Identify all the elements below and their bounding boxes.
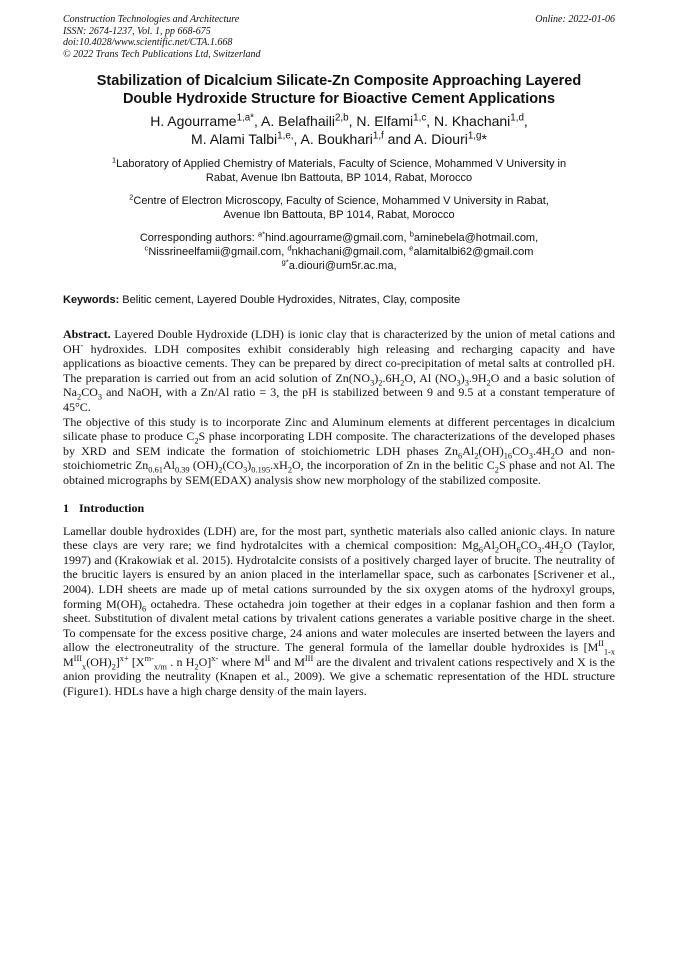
affiliation-1 <box>63 157 615 185</box>
keywords-label: Keywords: <box>63 294 120 306</box>
title-line-2: Double Hydroxide Structure for Bioactive Cement Applications <box>122 91 556 107</box>
body-text: O] <box>198 654 212 669</box>
email-sup: c <box>144 243 149 253</box>
superscript: II <box>264 653 271 663</box>
subscript: 2 <box>218 465 223 475</box>
journal-header <box>63 14 615 60</box>
abstract-text: (OH) <box>478 443 504 458</box>
abstract-text: CO <box>81 385 98 400</box>
abstract-text: (OH) <box>189 458 219 473</box>
author-name: H. Agourrame <box>150 113 237 129</box>
abstract-text: Layered Double Hydroxide (LDH) is ionic clay that is characterized by the union of metal cations and OH <box>63 327 615 356</box>
abstract-paragraph-1 <box>63 327 615 415</box>
body-text: Lamellar double hydroxides (LDH) are, for the most part, synthetic materials also called anionic clays. In nature these clays are very rare; we find hydrotalcites with a chemical composition: Mg <box>63 523 615 553</box>
body-text: .4H <box>541 538 560 553</box>
subscript: 3 <box>97 392 103 402</box>
abstract-text: O, Al (NO <box>404 370 457 385</box>
abstract-text: ) <box>460 370 465 385</box>
body-text: O (Taylor, 1997) and (Krakowiak et al. 2015). Hydrotalcite consists of a positively charged layer of brucite. The neutrality of the brucitic layers is ensured by an anion placed in the interlamellar space, such as carbonates [Scrivener et al., 2004). LDH sheets are made up of metal cations surrounded by the six oxygen atoms of the hydroxyl groups, forming M(OH) <box>63 538 615 611</box>
author-affil-sup: 1,c <box>413 112 427 124</box>
abstract-text: ) <box>247 458 252 473</box>
introduction-paragraph <box>63 524 615 699</box>
email-sup: a* <box>257 229 266 239</box>
corresponding-label: Corresponding authors: <box>139 232 258 244</box>
abstract-text: .9H <box>468 370 487 385</box>
introduction-body <box>63 524 615 699</box>
author-affil-sup: 2,b <box>334 112 349 124</box>
subscript: 2 <box>378 378 383 388</box>
subscript: x/m <box>153 662 167 672</box>
subscript: 0.61 <box>148 465 163 475</box>
subscript: 3 <box>528 451 533 461</box>
issn-line: ISSN: 2674-1237, Vol. 1, pp 668-675 <box>63 25 211 37</box>
body-text: ] <box>115 654 120 669</box>
author-list <box>63 112 615 148</box>
author-separator: , <box>348 113 357 129</box>
email-sup: d <box>287 243 292 253</box>
author-name: M. Alami Talbi <box>191 131 278 147</box>
author-name: N. Elfami <box>356 113 414 129</box>
author-separator: , <box>254 113 262 129</box>
paper-title <box>63 72 615 108</box>
section-title-text: Introduction <box>79 500 145 515</box>
author-name: A. Diouri <box>414 131 468 147</box>
superscript: II <box>598 639 604 649</box>
subscript: 2 <box>287 465 292 475</box>
email-sup: b <box>409 229 414 239</box>
email-sup: e <box>409 243 414 253</box>
author-affil-sup: 1,f <box>372 130 384 142</box>
subscript: 3 <box>243 465 248 475</box>
subscript: 3 <box>456 378 461 388</box>
abstract-text: Al <box>162 458 175 473</box>
email-link[interactable]: nkhachani@gmail.com <box>291 246 404 258</box>
superscript: - <box>80 340 84 350</box>
abstract-text: O, the incorporation of Zn in the belitic C <box>292 458 495 473</box>
author-affil-sup: 1,e, <box>277 130 294 142</box>
body-text: are the divalent and trivalent cations respectively and X is the anion providing the neutrality (Knapen et al., 2009). We give a schematic representation of the HDL structure (Figure1). HDLs have a high charge density of the main layers. <box>63 654 616 699</box>
author-separator: , <box>293 131 301 147</box>
subscript: 2 <box>400 378 405 388</box>
subscript: 2 <box>494 465 499 475</box>
journal-name: Construction Technologies and Architecture <box>63 14 240 25</box>
subscript: 3 <box>370 378 375 388</box>
page <box>63 14 615 699</box>
author-separator: , <box>426 113 435 129</box>
affiliation-text: Avenue Ibn Battouta, BP 1014, Rabat, Morocco <box>223 209 455 221</box>
body-text: where M <box>218 654 265 669</box>
section-number: 1 <box>63 500 69 515</box>
abstract-text: hydroxides. LDH composites exhibit considerably high releasing and recharging capacity and have applications as bioactive cements. They can be prepared by direct co-precipitation of metal salts at controlled pH. The preparation is carried out from an acid solution of Zn(NO <box>63 341 615 385</box>
subscript: 2 <box>494 545 500 555</box>
email-link[interactable]: hind.agourrame@gmail.com <box>265 232 404 244</box>
subscript: 6 <box>516 545 521 555</box>
body-text: octahedra. These octahedra join together at their edges in a coplanar fashion and then form a sheet. Substitution of divalent metal cations by trivalent cations generates a variable positive charge in the sheet. To compensate for the excess positive charge, 24 anions and water molecules are inserted between the layers and allow the electroneutrality of the structure. The general formula of the lamellar double hydroxides is [M <box>63 596 615 655</box>
body-text: [X <box>128 654 145 669</box>
subscript: 2 <box>550 451 555 461</box>
copyright-line: © 2022 Trans Tech Publications Ltd, Switzerland <box>63 48 261 60</box>
subscript: 2 <box>111 662 116 672</box>
section-heading-introduction <box>63 501 615 516</box>
abstract-text: S phase and not Al. The obtained micrographs by SEM(EDAX) analysis show new morphology of the stabilized composite. <box>63 458 615 487</box>
keywords <box>63 293 615 307</box>
affiliation-text: Centre of Electron Microscopy, Faculty of Science, Mohammed V University in Rabat, <box>133 195 549 207</box>
body-text: Al <box>482 538 495 553</box>
subscript: 2 <box>194 662 199 672</box>
superscript: m- <box>144 653 154 663</box>
subscript: 6 <box>458 451 463 461</box>
abstract-text: ) <box>374 370 379 385</box>
author-name: N. Khachani <box>434 113 511 129</box>
affiliation-2 <box>63 194 615 222</box>
author-affil-sup: 1,a* <box>236 112 254 124</box>
author-name: A. Belafhaili <box>261 113 335 129</box>
email-sup: g* <box>281 257 289 267</box>
subscript: 0.39 <box>174 465 190 475</box>
email-link[interactable]: alamitalbi62@gmail.com <box>413 246 534 258</box>
subscript: 2 <box>77 392 82 402</box>
corresponding-star: * <box>481 131 487 147</box>
email-link[interactable]: a.diouri@um5r.ac.ma, <box>288 260 397 272</box>
superscript: x- <box>211 653 219 663</box>
abstract-text: .xH <box>270 458 288 473</box>
subscript: 0.195 <box>251 465 271 475</box>
body-text: . n H <box>166 654 195 669</box>
corresponding-authors: Corresponding authors: $^{a*}$hind.agourrame@gmail.com, $^b$aminebela@hotmail.com, $^c$Nissrineelfamii@gmail.com, $^d$nkhachani@gmail.com, $^e$alamitalbi62@gmail.com $^{g*}$a.diouri@um5r.ac.ma, <box>139 229 539 272</box>
author-affil-sup: 1,d <box>510 112 524 124</box>
subscript: 6 <box>478 545 483 555</box>
affiliation-number: 1 <box>111 155 117 165</box>
superscript: III <box>73 653 83 663</box>
abstract-text: and NaOH, with a Zn/Al ratio = 3, the pH is stabilized between 9 and 9.5 at a constant temperature of 45°C. <box>63 385 615 414</box>
body-text: M <box>63 654 74 669</box>
body-text: OH <box>499 538 517 553</box>
subscript: 2 <box>486 378 491 388</box>
subscript: 2 <box>559 545 564 555</box>
subscript: 1-x <box>603 647 615 657</box>
affiliation-text: Laboratory of Applied Chemistry of Materials, Faculty of Science, Mohammed V University in <box>116 158 567 170</box>
superscript: x+ <box>119 653 129 663</box>
abstract-text: S phase incorporating LDH composite. The characterizations of the developed phases by XRD and SEM indicate the formation of stoichiometric LDH phases Zn <box>63 429 616 458</box>
abstract-label: Abstract. <box>63 327 111 341</box>
abstract-text: The objective of this study is to incorporate Zinc and Aluminum elements at different percentages in dicalcium silicate phase to produce C <box>63 414 615 444</box>
body-text: (OH) <box>86 654 112 669</box>
keywords-text: Belitic cement, Layered Double Hydroxides, Nitrates, Clay, composite <box>119 294 461 306</box>
body-text: CO <box>520 538 538 553</box>
doi-line: doi:10.4028/www.scientific.net/CTA.1.668 <box>63 37 233 48</box>
abstract <box>63 327 615 488</box>
subscript: 16 <box>503 451 513 461</box>
email-link[interactable]: aminebela@hotmail.com <box>413 232 536 244</box>
subscript: x <box>82 662 87 672</box>
subscript: 6 <box>142 603 147 613</box>
abstract-text: O and a basic solution of Na <box>63 370 615 400</box>
author-name: A. Boukhari <box>300 131 373 147</box>
author-separator: , <box>523 113 528 129</box>
affiliation-number: 2 <box>129 192 134 202</box>
email-link[interactable]: Nissrineelfamii@gmail.com <box>148 246 282 258</box>
affiliation-text: Rabat, Avenue Ibn Battouta, BP 1014, Rabat, Morocco <box>205 172 473 184</box>
abstract-text: .6H <box>382 370 401 385</box>
author-affil-sup: 1,g <box>467 130 482 142</box>
abstract-text: (CO <box>222 458 244 473</box>
abstract-text: O and non-stoichiometric Zn <box>63 443 615 473</box>
body-text: and M <box>270 654 305 669</box>
abstract-text: .4H <box>532 443 551 458</box>
title-line-1: Stabilization of Dicalcium Silicate-Zn Composite Approaching Layered <box>96 73 582 89</box>
abstract-text: CO <box>512 443 529 458</box>
subscript: 2 <box>474 451 479 461</box>
subscript: 2 <box>194 436 199 446</box>
abstract-text: Al <box>462 443 475 458</box>
superscript: III <box>304 653 314 663</box>
subscript: 3 <box>537 545 542 555</box>
online-date: Online: 2022-01-06 <box>535 14 615 25</box>
abstract-paragraph-2 <box>63 415 615 488</box>
subscript: 3 <box>464 378 469 388</box>
author-conjunction: and <box>383 131 415 147</box>
